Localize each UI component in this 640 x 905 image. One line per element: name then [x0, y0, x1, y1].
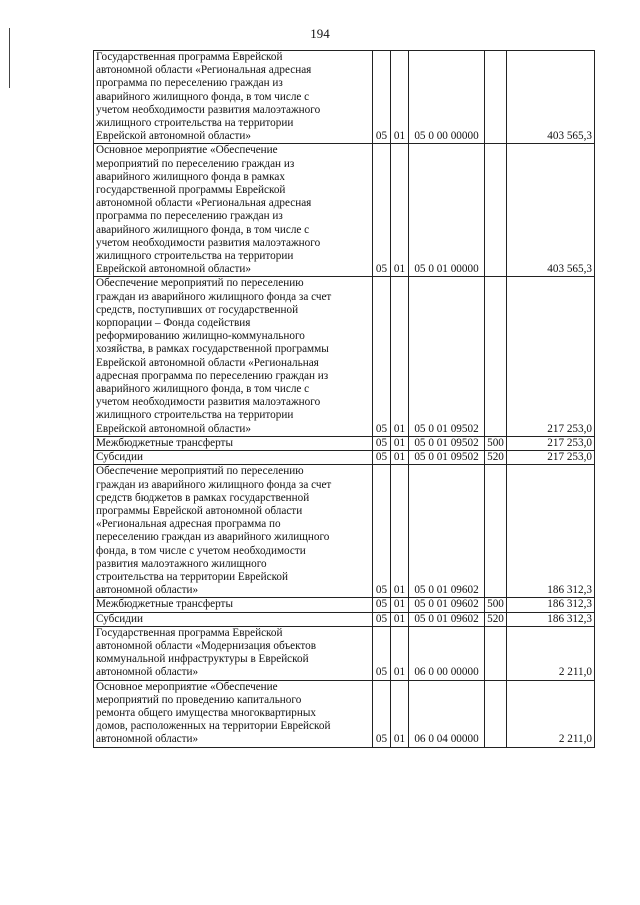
target-article-cell: 05 0 01 00000: [409, 144, 485, 277]
table-row: [94, 465, 595, 598]
section-code-cell: 05: [373, 598, 391, 612]
section-code-cell: 05: [373, 626, 391, 680]
target-article-cell: 05 0 01 09602: [409, 465, 485, 598]
row-name-cell: [94, 465, 373, 598]
row-name-line: хозяйства, в рамках государственной программы: [96, 343, 329, 356]
row-name-cell: [94, 451, 373, 465]
subsection-code-cell: 01: [391, 144, 409, 277]
section-code-cell: 05: [373, 277, 391, 436]
row-name-line: граждан из аварийного жилищного фонда за счет: [96, 290, 332, 303]
subsection-code-cell: 01: [391, 277, 409, 436]
target-article-cell: 06 0 04 00000: [409, 680, 485, 747]
row-name-line: Основное мероприятие «Обеспечение: [96, 144, 278, 157]
subsection-code-cell: 01: [391, 436, 409, 450]
row-name-line: автономной области «Региональная адресная: [96, 64, 312, 77]
row-name-line: «Региональная адресная программа по: [96, 518, 281, 531]
table-row: [94, 598, 595, 612]
row-name-cell: [94, 436, 373, 450]
row-name-line: автономной области»: [96, 733, 199, 746]
row-name-line: Субсидии: [96, 612, 143, 625]
subsection-code-cell: 01: [391, 451, 409, 465]
row-name-line: учетом необходимости развития малоэтажного: [96, 236, 321, 249]
page-number: 194: [310, 26, 330, 41]
table-row: [94, 626, 595, 680]
row-name-line: мероприятий по проведению капитального: [96, 693, 302, 706]
row-name-cell: [94, 612, 373, 626]
table-row: [94, 51, 595, 144]
section-code-cell: 05: [373, 451, 391, 465]
expense-type-cell: [485, 626, 507, 680]
expense-type-cell: 500: [485, 436, 507, 450]
amount-cell: 217 253,0: [507, 451, 595, 465]
row-name-cell: [94, 51, 373, 144]
row-name-line: ремонта общего имущества многоквартирных: [96, 706, 316, 719]
row-name-line: Еврейской автономной области»: [96, 263, 251, 276]
target-article-cell: 06 0 00 00000: [409, 626, 485, 680]
expense-type-cell: [485, 465, 507, 598]
row-name-line: Межбюджетные трансферты: [96, 598, 233, 611]
row-name-line: мероприятий по переселению граждан из: [96, 157, 295, 170]
table-row: [94, 680, 595, 747]
row-name-cell: [94, 277, 373, 436]
row-name-line: автономной области «Региональная адресная: [96, 197, 312, 210]
row-name-line: Обеспечение мероприятий по переселению: [96, 465, 304, 478]
amount-cell: 217 253,0: [507, 277, 595, 436]
expense-type-cell: [485, 277, 507, 436]
row-name-line: средств, поступивших от государственной: [96, 303, 299, 316]
amount-cell: 186 312,3: [507, 612, 595, 626]
target-article-cell: 05 0 00 00000: [409, 51, 485, 144]
row-name-line: средств бюджетов в рамках государственной: [96, 491, 310, 504]
row-name-line: государственной программы Еврейской: [96, 184, 286, 197]
section-code-cell: 05: [373, 144, 391, 277]
amount-cell: 217 253,0: [507, 436, 595, 450]
row-name-line: аварийного жилищного фонда, в том числе с: [96, 383, 310, 396]
row-name-line: жилищного строительства на территории: [96, 117, 294, 130]
subsection-code-cell: 01: [391, 598, 409, 612]
row-name-line: программы Еврейской автономной области: [96, 504, 303, 517]
target-article-cell: 05 0 01 09502: [409, 277, 485, 436]
row-name-line: автономной области»: [96, 584, 199, 597]
expense-type-cell: 520: [485, 612, 507, 626]
budget-table-body: [94, 51, 595, 748]
table-row: [94, 612, 595, 626]
row-name-line: Субсидии: [96, 451, 143, 464]
row-name-line: учетом необходимости развития малоэтажного: [96, 103, 321, 116]
row-name-line: корпорации – Фонда содействия: [96, 317, 251, 330]
row-name-line: развития малоэтажного жилищного: [96, 557, 267, 570]
row-name-line: Государственная программа Еврейской: [96, 51, 283, 63]
table-row: [94, 451, 595, 465]
target-article-cell: 05 0 01 09602: [409, 598, 485, 612]
row-name-line: автономной области»: [96, 666, 199, 679]
row-name-line: Еврейской автономной области «Региональная: [96, 356, 319, 369]
row-name-line: Государственная программа Еврейской: [96, 626, 283, 639]
row-name-line: Еврейской автономной области»: [96, 130, 251, 143]
row-name-line: автономной области «Модернизация объектов: [96, 639, 317, 652]
expense-type-cell: [485, 680, 507, 747]
row-name-line: переселению граждан из аварийного жилищного: [96, 531, 330, 544]
subsection-code-cell: 01: [391, 51, 409, 144]
row-name-cell: [94, 144, 373, 277]
section-code-cell: 05: [373, 612, 391, 626]
subsection-code-cell: 01: [391, 465, 409, 598]
section-code-cell: 05: [373, 436, 391, 450]
row-name-line: программа по переселению граждан из: [96, 77, 283, 90]
row-name-line: реформированию жилищно-коммунального: [96, 330, 305, 343]
row-name-line: Обеспечение мероприятий по переселению: [96, 277, 304, 290]
section-code-cell: 05: [373, 465, 391, 598]
row-name-line: жилищного строительства на территории: [96, 250, 294, 263]
target-article-cell: 05 0 01 09502: [409, 451, 485, 465]
section-code-cell: 05: [373, 51, 391, 144]
table-row: [94, 144, 595, 277]
row-name-line: граждан из аварийного жилищного фонда за счет: [96, 478, 332, 491]
row-name-line: Основное мероприятие «Обеспечение: [96, 680, 278, 693]
row-name-line: коммунальной инфраструктуры в Еврейской: [96, 653, 309, 666]
table-row: [94, 277, 595, 436]
amount-cell: 2 211,0: [507, 680, 595, 747]
amount-cell: 2 211,0: [507, 626, 595, 680]
budget-table: [93, 50, 595, 748]
subsection-code-cell: 01: [391, 612, 409, 626]
expense-type-cell: [485, 144, 507, 277]
subsection-code-cell: 01: [391, 680, 409, 747]
row-name-line: фонда, в том числе с учетом необходимости: [96, 544, 306, 557]
row-name-line: домов, расположенных на территории Еврейской: [96, 720, 331, 733]
row-name-line: программа по переселению граждан из: [96, 210, 283, 223]
expense-type-cell: 500: [485, 598, 507, 612]
row-name-line: Еврейской автономной области»: [96, 422, 251, 435]
row-name-cell: [94, 626, 373, 680]
subsection-code-cell: 01: [391, 626, 409, 680]
section-code-cell: 05: [373, 680, 391, 747]
amount-cell: 403 565,3: [507, 51, 595, 144]
expense-type-cell: [485, 51, 507, 144]
row-name-line: Межбюджетные трансферты: [96, 436, 233, 449]
row-name-line: аварийного жилищного фонда, в том числе с: [96, 90, 310, 103]
row-name-line: жилищного строительства на территории: [96, 409, 294, 422]
table-row: [94, 436, 595, 450]
row-name-line: аварийного жилищного фонда в рамках: [96, 170, 285, 183]
amount-cell: 403 565,3: [507, 144, 595, 277]
target-article-cell: 05 0 01 09602: [409, 612, 485, 626]
row-name-cell: [94, 598, 373, 612]
target-article-cell: 05 0 01 09502: [409, 436, 485, 450]
amount-cell: 186 312,3: [507, 598, 595, 612]
row-name-line: учетом необходимости развития малоэтажного: [96, 396, 321, 409]
row-name-line: аварийного жилищного фонда, в том числе с: [96, 223, 310, 236]
amount-cell: 186 312,3: [507, 465, 595, 598]
margin-mark: [9, 28, 10, 88]
row-name-cell: [94, 680, 373, 747]
row-name-line: строительства на территории Еврейской: [96, 570, 289, 583]
row-name-line: адресная программа по переселению граждан из: [96, 369, 329, 382]
expense-type-cell: 520: [485, 451, 507, 465]
